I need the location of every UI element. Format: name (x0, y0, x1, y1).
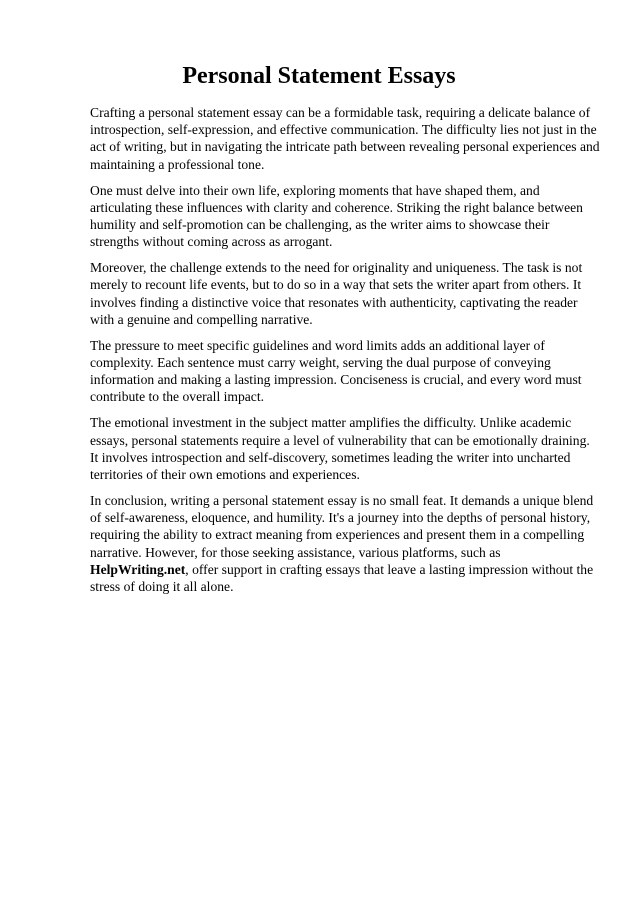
paragraph-2: One must delve into their own life, exploring moments that have shaped them, and articulating these influences with clarity and coherence. Striking the right balance between humility and self-promotion can be challenging, as the writer aims to showcase their strengths without coming across as arrogant. (90, 182, 583, 250)
conclusion-paragraph (90, 492, 600, 595)
page-title: Personal Statement Essays (182, 63, 456, 89)
conclusion-text-before-link: In conclusion, writing a personal statement essay is no small feat. It demands a unique blend of self-awareness, eloquence, and humility. It's a journey into the depths of personal history, requiring the ability to extract meaning from experiences and present them in a compelling narrative. However, for those seeking assistance, various platforms, such as (90, 493, 594, 560)
paragraph-3: Moreover, the challenge extends to the need for originality and uniqueness. The task is not merely to recount life events, but to do so in a way that sets the writer apart from others. It involves finding a distinctive voice that resonates with authenticity, captivating the reader with a genuine and compelling narrative. (90, 260, 583, 327)
conclusion-text-after-link: , offer support in crafting essays that leave a lasting impression without the stress of doing it all alone. (90, 561, 594, 595)
paragraph-1: Crafting a personal statement essay can be a formidable task, requiring a delicate balance of introspection, self-expression, and effective communication. The difficulty lies not just in the act of writing, but in navigating the intricate path between revealing personal experiences and maintaining a professional tone. (90, 105, 600, 172)
helpwriting-link[interactable]: HelpWriting.net (90, 561, 186, 577)
paragraph-4: The pressure to meet specific guidelines and word limits adds an additional layer of complexity. Each sentence must carry weight, serving the dual purpose of conveying information and making a lasting impression. Conciseness is crucial, and every word must contribute to the overall impact. (90, 337, 582, 405)
paragraph-5: The emotional investment in the subject matter amplifies the difficulty. Unlike academic essays, personal statements require a level of vulnerability that can be emotionally draining. It involves introspection and self-discovery, sometimes leading the writer into uncharted territories of their own emotions and experiences. (90, 415, 590, 483)
essay-body (90, 104, 600, 604)
